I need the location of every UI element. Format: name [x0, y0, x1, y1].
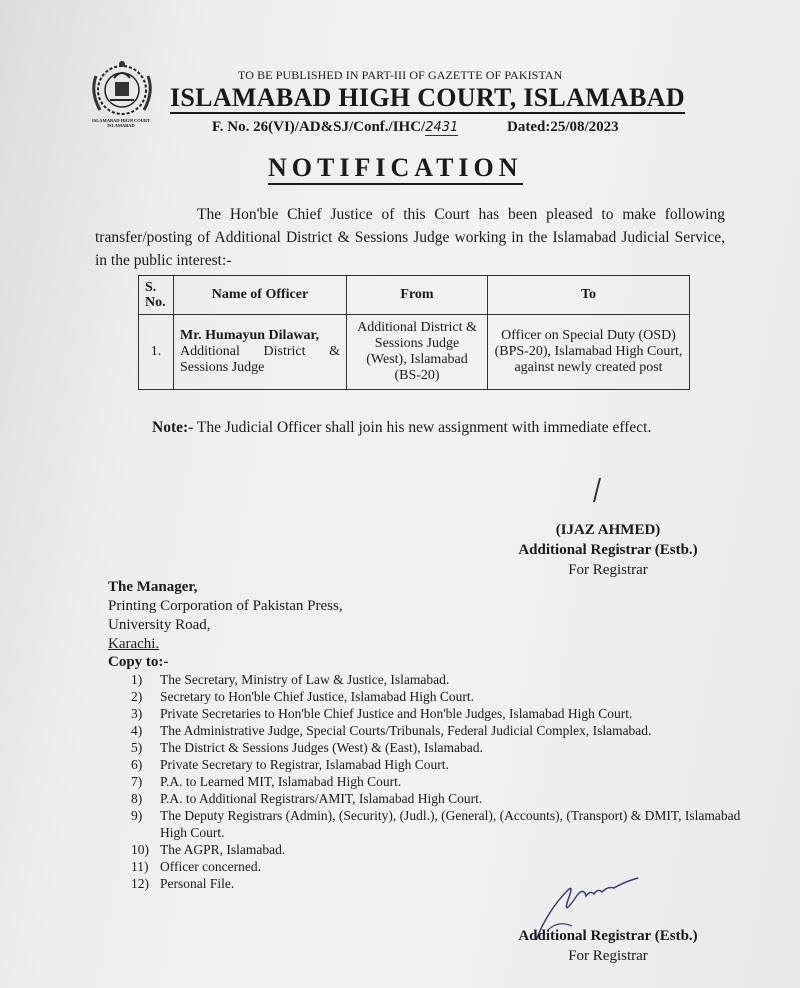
signatory-for: For Registrar	[568, 562, 648, 578]
note-text: The Judicial Officer shall join his new assignment with immediate effect.	[196, 419, 652, 436]
officers-table	[138, 275, 690, 390]
court-name: ISLAMABAD HIGH COURT, ISLAMABAD	[170, 83, 685, 112]
body-paragraph	[95, 203, 725, 272]
file-number-handwritten: 2431	[425, 120, 459, 135]
signature-block-top	[508, 520, 708, 580]
cell-to: Officer on Special Duty (OSD) (BPS-20), Islamabad High Court, against newly created post	[488, 315, 690, 390]
list-item-text: Officer concerned.	[160, 859, 261, 874]
gazette-line: TO BE PUBLISHED IN PART-III OF GAZETTE OF PAKISTAN	[238, 68, 563, 82]
file-number	[212, 119, 458, 136]
recipient-line2: University Road,	[108, 617, 211, 633]
note-label: Note:-	[152, 419, 194, 436]
list-item-number: 3)	[131, 706, 143, 721]
list-item	[108, 875, 748, 892]
table-row	[139, 315, 690, 390]
signatory-designation: Additional Registrar (Estb.)	[518, 542, 698, 558]
emblem-caption: ISLAMABAD HIGH COURT ISLAMABAD	[91, 118, 151, 128]
list-item-text: The District & Sessions Judges (West) & (East), Islamabad.	[160, 740, 483, 755]
signature-mark	[593, 478, 613, 502]
signatory-designation-bottom: Additional Registrar (Estb.)	[518, 928, 698, 944]
date-line: Dated:25/08/2023	[507, 119, 619, 135]
recipient-line3: Karachi.	[108, 636, 160, 652]
header-sno: S. No.	[139, 276, 174, 315]
list-item-number: 1)	[131, 672, 143, 687]
list-item-text: P.A. to Learned MIT, Islamabad High Court.	[160, 774, 402, 789]
list-item	[108, 841, 748, 858]
list-item	[108, 722, 748, 739]
list-item	[108, 773, 748, 790]
recipient-address	[108, 578, 343, 654]
recipient-line1: Printing Corporation of Pakistan Press,	[108, 598, 343, 614]
list-item-number: 6)	[131, 757, 143, 772]
list-item-text: The Secretary, Ministry of Law & Justice, Islamabad.	[160, 672, 450, 687]
table-header-row	[139, 276, 690, 315]
copy-to-label: Copy to:-	[108, 654, 169, 670]
list-item-text: P.A. to Additional Registrars/AMIT, Islamabad High Court.	[160, 791, 483, 806]
list-item	[108, 807, 748, 841]
list-item-number: 9)	[131, 808, 143, 823]
list-item-number: 4)	[131, 723, 143, 738]
list-item	[108, 688, 748, 705]
header-to: To	[488, 276, 690, 315]
signatory-name: (IJAZ AHMED)	[555, 522, 661, 538]
list-item-text: The Deputy Registrars (Admin), (Security), (Judl.), (General), (Accounts), (Transport) & DMIT, Islamabad High Court.	[160, 808, 741, 840]
signatory-for-bottom: For Registrar	[568, 948, 648, 964]
header-name: Name of Officer	[174, 276, 347, 315]
list-item	[108, 671, 748, 688]
list-item-number: 7)	[131, 774, 143, 789]
list-item-number: 10)	[131, 842, 149, 857]
list-item-text: Secretary to Hon'ble Chief Justice, Islamabad High Court.	[160, 689, 474, 704]
body-text: The Hon'ble Chief Justice of this Court has been pleased to make following transfer/posting of Additional District & Sessions Judge working in the Islamabad Judicial Service, in the public interest:-	[95, 206, 725, 269]
page-title: NOTIFICATION	[268, 153, 523, 185]
list-item-number: 5)	[131, 740, 143, 755]
cell-name	[174, 315, 347, 390]
list-item-number: 2)	[131, 689, 143, 704]
list-item-number: 12)	[131, 876, 149, 891]
cell-from: Additional District & Sessions Judge (West), Islamabad (BS-20)	[347, 315, 488, 390]
signature-block-bottom	[508, 926, 708, 966]
list-item-text: The Administrative Judge, Special Courts/Tribunals, Federal Judicial Complex, Islamabad.	[160, 723, 652, 738]
list-item	[108, 756, 748, 773]
recipient-title: The Manager,	[108, 579, 198, 595]
list-item-number: 8)	[131, 791, 143, 806]
list-item	[108, 739, 748, 756]
officer-name: Mr. Humayun Dilawar,	[180, 328, 319, 343]
list-item	[108, 705, 748, 722]
note	[152, 419, 651, 437]
list-item-text: Personal File.	[160, 876, 235, 891]
copy-to-list	[108, 671, 748, 892]
list-item-text: Private Secretaries to Hon'ble Chief Justice and Hon'ble Judges, Islamabad High Court.	[160, 706, 633, 721]
list-item-text: The AGPR, Islamabad.	[160, 842, 286, 857]
header-from: From	[347, 276, 488, 315]
file-number-prefix: F. No. 26(VI)/AD&SJ/Conf./IHC/	[212, 119, 426, 135]
officer-designation: Additional District & Sessions Judge	[180, 344, 340, 375]
list-item	[108, 858, 748, 875]
list-item	[108, 790, 748, 807]
list-item-number: 11)	[131, 859, 149, 874]
list-item-text: Private Secretary to Registrar, Islamabad High Court.	[160, 757, 449, 772]
cell-sno: 1.	[139, 315, 174, 390]
